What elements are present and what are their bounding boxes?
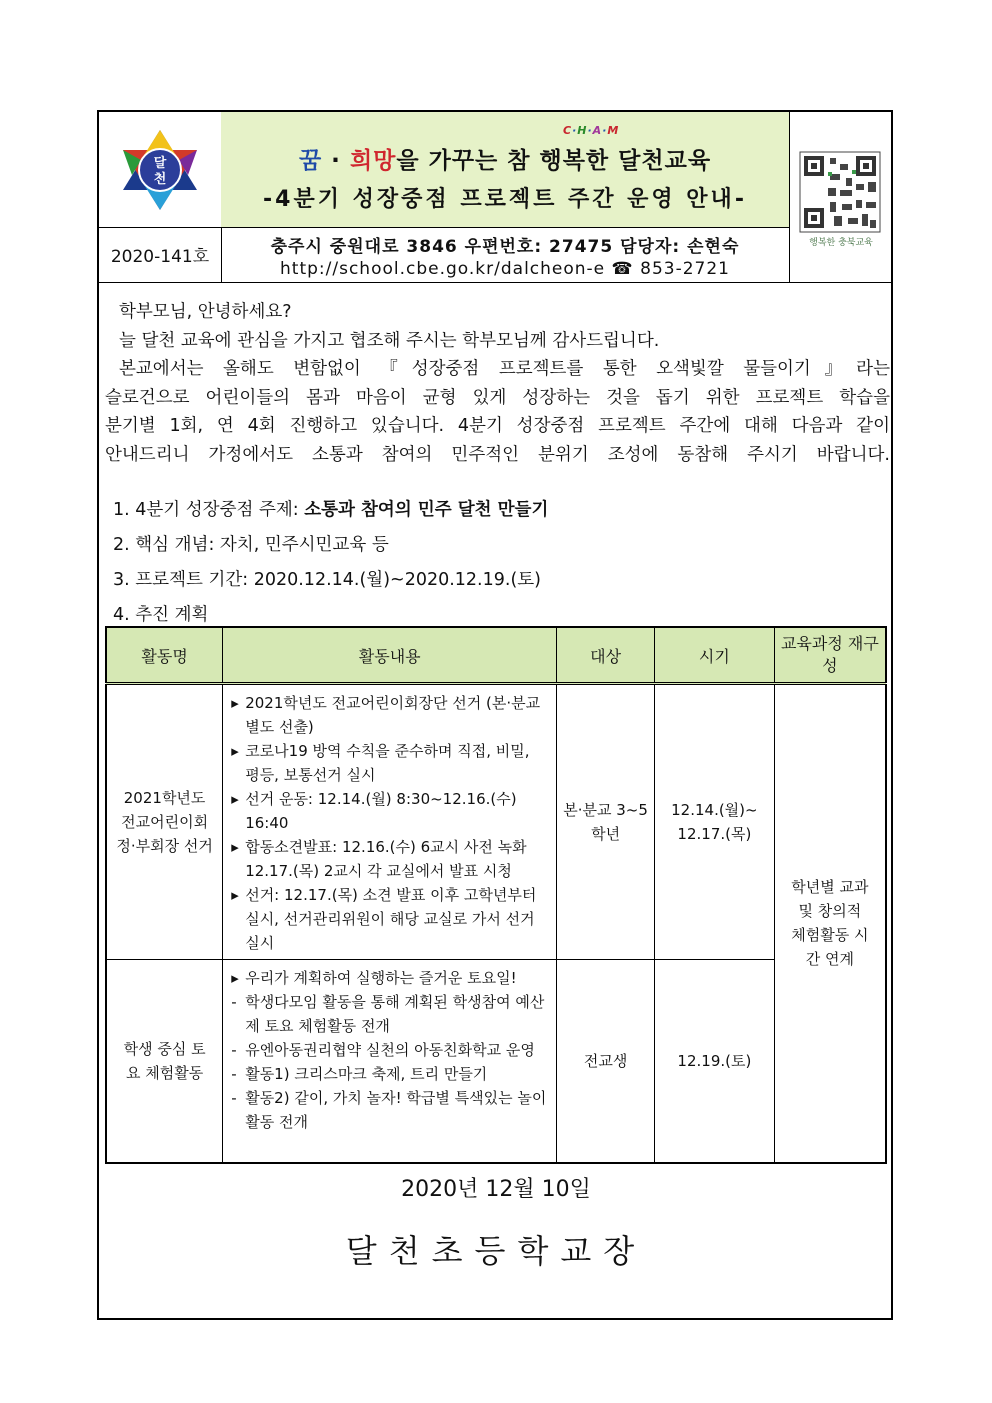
list-item: ▸ 코로나19 방역 수칙을 준수하며 직접, 비밀, 평등, 보통선거 실시: [231, 742, 530, 784]
table-header-row: [106, 627, 886, 684]
curriculum-cell: 학년별 교과 및 창의적 체험활동 시간 연계: [774, 684, 886, 1163]
principal-signature: 달천초등학교장: [345, 1232, 647, 1270]
address-line: 충주시 중원대로 3846 우편번호: 27475 담당자: 손현숙: [270, 237, 740, 257]
row1-content: [223, 684, 557, 960]
thanks-line: 늘 달천 교육에 관심을 가지고 협조해 주시는 학부모님께 감사드립니다.: [119, 330, 660, 351]
list-item: - 활동2) 같이, 가치 놀자! 학급별 특색있는 놀이 활동 전개: [231, 1089, 547, 1131]
row2-content: [223, 960, 557, 1163]
row2-target: 전교생: [557, 960, 655, 1163]
logo-text-1: 달: [153, 156, 167, 171]
list-item: - 유엔아동권리협약 실천의 아동친화학교 운영: [231, 1041, 535, 1059]
list-item-concept: 2. 핵심 개념: 자치, 민주시민교육 등: [113, 535, 389, 555]
row1-name: 2021학년도 전교어린이회 정·부회장 선거: [106, 684, 223, 960]
col-header-name: 활동명: [106, 627, 223, 684]
issue-date: 2020년 12월 10일: [401, 1177, 591, 1202]
cham-mark: C·H·A·M: [563, 124, 620, 137]
list-item: - 활동1) 크리스마크 축제, 트리 만들기: [231, 1065, 488, 1083]
contact-info: [221, 227, 789, 282]
page-subtitle: -4분기 성장중점 프로젝트 주간 운영 안내-: [263, 187, 747, 212]
list-item: ▸ 선거 운동: 12.14.(월) 8:30~12.16.(수) 16:40: [231, 790, 517, 832]
qr-box: [789, 112, 892, 282]
col-header-period: 시기: [654, 627, 774, 684]
row1-target: 본·분교 3~5학년: [557, 684, 655, 960]
list-item: ▸ 우리가 계획하여 실행하는 즐거운 토요일!: [231, 969, 517, 987]
list-item-theme: 1. 4분기 성장중점 주제: 소통과 참여의 민주 달천 만들기: [113, 500, 549, 520]
col-header-curriculum: 교육과정 재구성: [774, 627, 886, 684]
list-item: ▸ 2021학년도 전교어린이회장단 선거 (본·분교 별도 선출): [231, 694, 541, 736]
logo-text-2: 천: [153, 172, 167, 187]
row1-period: 12.14.(월)~ 12.17.(목): [654, 684, 774, 960]
page-title: 꿈 · 희망을 가꾸는 참 행복한 달천교육: [298, 148, 712, 174]
row2-name: 학생 중심 토요 체험활동: [106, 960, 223, 1163]
col-header-content: 활동내용: [223, 627, 557, 684]
row2-period: 12.19.(토): [654, 960, 774, 1163]
plan-table: [105, 626, 887, 1164]
school-url[interactable]: http://school.cbe.go.kr/dalcheon-e ☎ 853-2721: [280, 259, 730, 279]
school-logo: [99, 112, 222, 228]
star-logo-icon: [99, 112, 221, 227]
list-item-period: 3. 프로젝트 기간: 2020.12.14.(월)~2020.12.19.(토): [113, 570, 542, 590]
list-item-plan: 4. 추진 계획: [113, 605, 209, 625]
list-item: ▸ 선거: 12.17.(목) 소견 발표 이후 고학년부터 실시, 선거관리위원이 해당 교실로 가서 선거 실시: [231, 886, 537, 952]
intro-para-line-2: 슬로건으로 어린이들의 몸과 마음이 균형 있게 성장하는 것을 돕기 위한 프로젝트 학습을: [105, 387, 890, 408]
list-item: - 학생다모임 활동을 통해 계획된 학생참여 예산제 토요 체험활동 전개: [231, 993, 545, 1035]
table-row: [106, 960, 886, 1163]
table-row: [106, 684, 886, 960]
header-divider: [99, 282, 891, 283]
header-title-box: [221, 112, 789, 228]
greeting: 학부모님, 안녕하세요?: [119, 302, 292, 322]
intro-para-line-3: 분기별 1회, 연 4회 진행하고 있습니다. 4분기 성장중점 프로젝트 주간에 대해 다음과 같이: [105, 416, 890, 436]
item-list: [113, 496, 548, 636]
list-item: ▸ 합동소견발표: 12.16.(수) 6교시 사전 녹화 12.17.(목) 2교시 각 교실에서 발표 시청: [231, 838, 527, 880]
qr-code-icon: [790, 112, 892, 282]
intro-para-line-1: 본교에서는 올해도 변함없이 『성장중점 프로젝트를 통한 오색빛깔 물들이기』라는: [119, 359, 890, 379]
document-number: 2020-141호: [99, 227, 222, 282]
qr-caption: 행복한 충북교육: [809, 238, 873, 248]
intro-para-line-4: 안내드리니 가정에서도 소통과 참여의 민주적인 분위기 조성에 동참해 주시기 바랍니다.: [105, 444, 890, 465]
intro-text: [105, 298, 890, 469]
col-header-target: 대상: [557, 627, 655, 684]
